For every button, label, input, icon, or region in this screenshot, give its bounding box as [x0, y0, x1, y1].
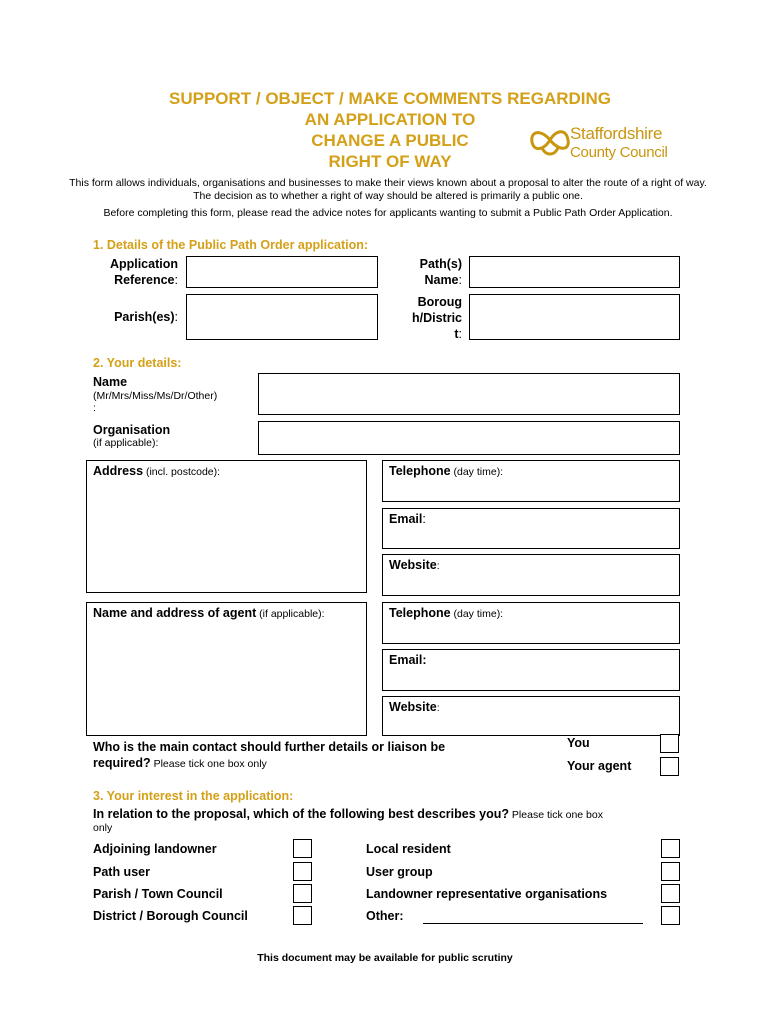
option-local-resident-checkbox[interactable]: [661, 839, 680, 858]
interest-question: [93, 806, 683, 823]
footer-note: This document may be available for public scrutiny: [257, 952, 513, 964]
colon: :: [436, 702, 440, 714]
colon: :: [174, 310, 178, 324]
staffordshire-logo: [528, 112, 688, 168]
contact-question-line2: required?: [93, 756, 151, 770]
option-you-label: You: [567, 736, 590, 750]
address-sublabel: (incl. postcode):: [143, 466, 221, 478]
other-text-line[interactable]: [423, 922, 643, 924]
option-landowner-rep-label: Landowner representative organisations: [366, 887, 608, 901]
agent-website-input[interactable]: [382, 696, 680, 736]
intro-paragraph-1: This form allows individuals, organisations and businesses to make their views known about a proposal to alter the route of a right of way. The decision as to whether a right of way should be altered is primarily a public one.: [69, 177, 707, 202]
logo-text-line1: Staffordshire: [570, 124, 663, 143]
telephone-sublabel: (day time):: [450, 466, 504, 478]
parishes-input[interactable]: [186, 294, 378, 340]
option-parish-council-label: Parish / Town Council: [93, 887, 223, 901]
email-input[interactable]: [382, 508, 680, 549]
app-ref-label-line2: Reference: [114, 273, 175, 287]
option-agent-checkbox[interactable]: [660, 757, 679, 776]
section3-heading: 3. Your interest in the application:: [93, 789, 294, 803]
title-line-2: AN APPLICATION TO: [304, 110, 476, 129]
option-agent-label: Your agent: [567, 759, 632, 773]
colon: :: [458, 273, 462, 287]
agent-sublabel: (if applicable):: [256, 608, 325, 620]
app-ref-label-line1: Application: [109, 257, 178, 271]
paths-label-line1: Path(s): [419, 257, 462, 271]
borough-district-input[interactable]: [469, 294, 680, 340]
contact-question-line1: Who is the main contact should further details or liaison be: [93, 740, 446, 754]
option-landowner-rep-checkbox[interactable]: [661, 884, 680, 903]
website-input[interactable]: [382, 554, 680, 596]
name-input[interactable]: [258, 373, 680, 415]
interest-question-sublabel: Please tick one box: [509, 809, 603, 821]
agent-telephone-input[interactable]: [382, 602, 680, 644]
application-reference-input[interactable]: [186, 256, 378, 288]
borough-district-label: [395, 294, 462, 342]
option-path-user-checkbox[interactable]: [293, 862, 312, 881]
option-other-label: Other:: [366, 909, 404, 923]
intro-paragraph-2: Before completing this form, please read the advice notes for applicants wanting to submit a Public Path Order Application.: [103, 207, 673, 219]
application-reference-label: [80, 256, 178, 288]
interest-question-sublabel-2: only: [93, 822, 113, 834]
agent-label-text: Name and address of agent: [93, 606, 257, 620]
address-label-text: Address: [93, 464, 144, 478]
paths-label-line2: Name: [424, 273, 459, 287]
section1-heading: 1. Details of the Public Path Order application:: [93, 238, 369, 252]
section2-heading: 2. Your details:: [93, 356, 182, 370]
option-local-resident-label: Local resident: [366, 842, 451, 856]
organisation-sublabel: (if applicable):: [93, 437, 159, 449]
logo-text-line2: County Council: [570, 144, 668, 161]
agent-label: [93, 605, 325, 622]
agent-website-label-text: Website: [389, 700, 437, 714]
telephone-label: [389, 463, 503, 480]
address-label: [93, 463, 220, 480]
website-label-text: Website: [389, 558, 437, 572]
option-other-checkbox[interactable]: [661, 906, 680, 925]
colon: :: [436, 560, 440, 572]
organisation-input[interactable]: [258, 421, 680, 455]
borough-label-line1: Boroug: [417, 295, 462, 309]
agent-telephone-label-text: Telephone: [389, 606, 451, 620]
contact-question: [93, 739, 533, 772]
website-label: [389, 557, 440, 574]
borough-label-line3: t: [454, 327, 459, 341]
email-label-text: Email: [389, 512, 423, 526]
title-line-4: RIGHT OF WAY: [328, 152, 452, 171]
paths-name-input[interactable]: [469, 256, 680, 288]
colon: :: [422, 653, 427, 667]
colon: :: [174, 273, 178, 287]
colon: :: [422, 512, 426, 526]
agent-telephone-sublabel: (day time):: [450, 608, 504, 620]
address-input[interactable]: [86, 460, 367, 593]
interest-question-text: In relation to the proposal, which of the following best describes you?: [93, 807, 510, 821]
option-adjoining-landowner-checkbox[interactable]: [293, 839, 312, 858]
organisation-label: Organisation: [93, 423, 171, 437]
option-district-council-label: District / Borough Council: [93, 909, 248, 923]
telephone-label-text: Telephone: [389, 464, 451, 478]
option-district-council-checkbox[interactable]: [293, 906, 312, 925]
agent-email-label-text: Email: [389, 653, 423, 667]
telephone-input[interactable]: [382, 460, 680, 502]
name-label: Name: [93, 375, 128, 389]
option-you-checkbox[interactable]: [660, 734, 679, 753]
option-user-group-label: User group: [366, 865, 433, 879]
parishes-label-text: Parish(es): [114, 310, 175, 324]
paths-name-label: [395, 256, 462, 288]
option-parish-council-checkbox[interactable]: [293, 884, 312, 903]
name-sublabel: (Mr/Mrs/Miss/Ms/Dr/Other): [93, 390, 218, 402]
stafford-knot-icon: [528, 120, 572, 160]
title-line-3: CHANGE A PUBLIC: [311, 131, 469, 150]
option-path-user-label: Path user: [93, 865, 150, 879]
agent-telephone-label: [389, 605, 503, 622]
borough-label-line2: h/Distric: [411, 311, 462, 325]
parishes-label: [80, 309, 178, 325]
contact-question-sublabel: Please tick one box only: [150, 758, 267, 770]
agent-email-input[interactable]: [382, 649, 680, 691]
title-line-1: SUPPORT / OBJECT / MAKE COMMENTS REGARDING: [168, 89, 612, 108]
colon: :: [458, 327, 462, 341]
agent-email-label: [389, 652, 427, 668]
option-user-group-checkbox[interactable]: [661, 862, 680, 881]
agent-website-label: [389, 699, 440, 716]
email-label: [389, 511, 426, 527]
name-colon: :: [93, 402, 96, 414]
agent-address-input[interactable]: [86, 602, 367, 736]
option-adjoining-landowner-label: Adjoining landowner: [93, 842, 217, 856]
